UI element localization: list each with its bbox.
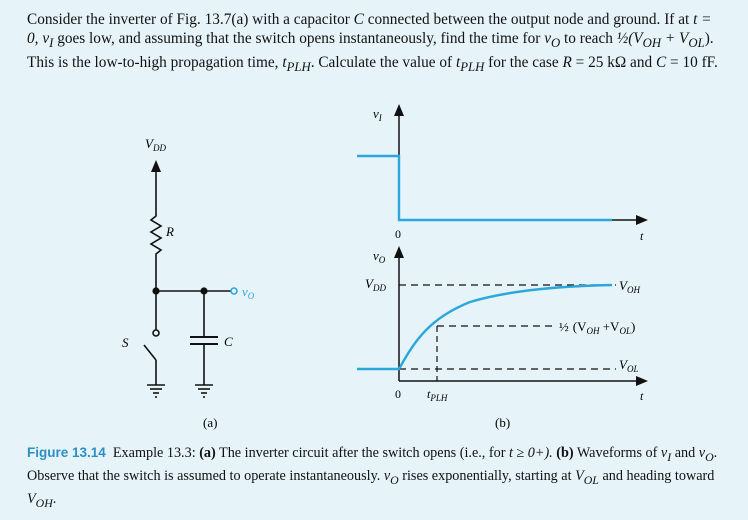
caption-text: Waveforms of: [576, 445, 658, 461]
problem-text: . Calculate the value of: [310, 54, 453, 72]
vi-trace: [357, 156, 612, 220]
example-ref: Example 13.3:: [112, 445, 196, 461]
tplh-label: $t_{PLH}$: [427, 387, 448, 403]
vdd-arrow-icon: [151, 160, 161, 172]
tplh-symbol: $t_{PLH}$: [282, 54, 311, 75]
problem-text: = 25 kΩ and: [575, 54, 653, 72]
resistor-zigzag: [151, 212, 161, 258]
caption-text: The inverter circuit after the switch opens (i.e., for: [219, 445, 506, 461]
caption-condition: t ≥ 0+).: [508, 445, 553, 461]
caption-text: rises exponentially, starting at: [402, 467, 572, 484]
vol-label: $V_{OL}$: [619, 357, 639, 374]
voh-label: $V_{OH}$: [619, 278, 640, 295]
resistor-symbol: R: [562, 54, 572, 72]
time-label: t: [640, 389, 644, 403]
output-terminal-icon: [231, 288, 237, 294]
problem-text: = 10 fF.: [670, 54, 718, 72]
caption-part-a: (a): [199, 445, 216, 461]
half-level-label: ½ $(V_{OH} +V_{OL})$: [559, 319, 636, 336]
resistor-label: R: [166, 224, 174, 239]
vi-waveform-plot: [357, 104, 648, 243]
figure-caption: [27, 443, 727, 512]
figure-number: Figure 13.14: [27, 445, 106, 460]
vi-axis-arrow-icon: [394, 104, 404, 116]
problem-text: to reach: [564, 30, 613, 47]
vo-waveform-plot: [357, 246, 648, 403]
caption-part-b: (b): [556, 445, 574, 461]
target-expression: $\frac{1}{2}(V_{OH} + V_{OL}$: [616, 30, 705, 51]
vo-axis-label: $v_O$: [373, 248, 386, 265]
problem-text: Consider the inverter of Fig. 13.7(a) with a capacitor: [27, 11, 350, 28]
caption-text: .: [52, 490, 57, 507]
voh-symbol: $V_{OH}$: [27, 490, 53, 510]
vo-symbol: $v_O$: [544, 30, 561, 51]
caption-text: and heading toward: [602, 467, 715, 484]
vi-axis-label: $v_I$: [373, 106, 382, 123]
switch-label: S: [122, 335, 129, 350]
capacitor-symbol: C: [655, 54, 667, 72]
origin-label: 0: [395, 387, 401, 401]
vi-symbol: $v_I$: [42, 30, 54, 51]
vdd-level-label: $V_{DD}$: [365, 276, 386, 293]
vo-label: $v_O$: [242, 284, 255, 301]
time-label: t: [640, 229, 644, 243]
problem-text: connected between the output node and ground. If at: [367, 11, 690, 28]
vo-symbol: $v_O$: [383, 467, 399, 487]
switch-blade: [144, 345, 156, 360]
caption-text: and: [674, 445, 696, 461]
panel-b-label: (b): [495, 415, 511, 430]
vo-symbol: $v_O$: [698, 445, 714, 464]
time-axis-arrow-icon: [636, 376, 648, 386]
vol-symbol: $V_{OL}$: [575, 467, 599, 487]
capacitor-label: C: [224, 334, 233, 349]
origin-label: 0: [395, 227, 401, 241]
switch-contact-icon: [153, 330, 159, 336]
problem-text: for the case: [488, 54, 559, 72]
vo-axis-arrow-icon: [394, 246, 404, 258]
vi-symbol: $v_I$: [660, 445, 672, 464]
time-condition: t = 0,: [27, 11, 712, 47]
capacitor-symbol: C: [353, 11, 364, 28]
problem-text: ). This is the low-to-high propagation time,: [27, 30, 714, 72]
circuit-diagram: [144, 160, 237, 397]
problem-text: goes low, and assuming that the switch opens instantaneously, find the time for: [57, 30, 541, 47]
tplh-symbol: $t_{PLH}$: [455, 54, 485, 75]
time-axis-arrow-icon: [636, 215, 648, 225]
caption-text: . Observe that the switch is assumed to operate instantaneously.: [27, 445, 718, 484]
panel-a-label: (a): [203, 415, 218, 430]
vdd-label: $V_{DD}$: [145, 136, 166, 153]
